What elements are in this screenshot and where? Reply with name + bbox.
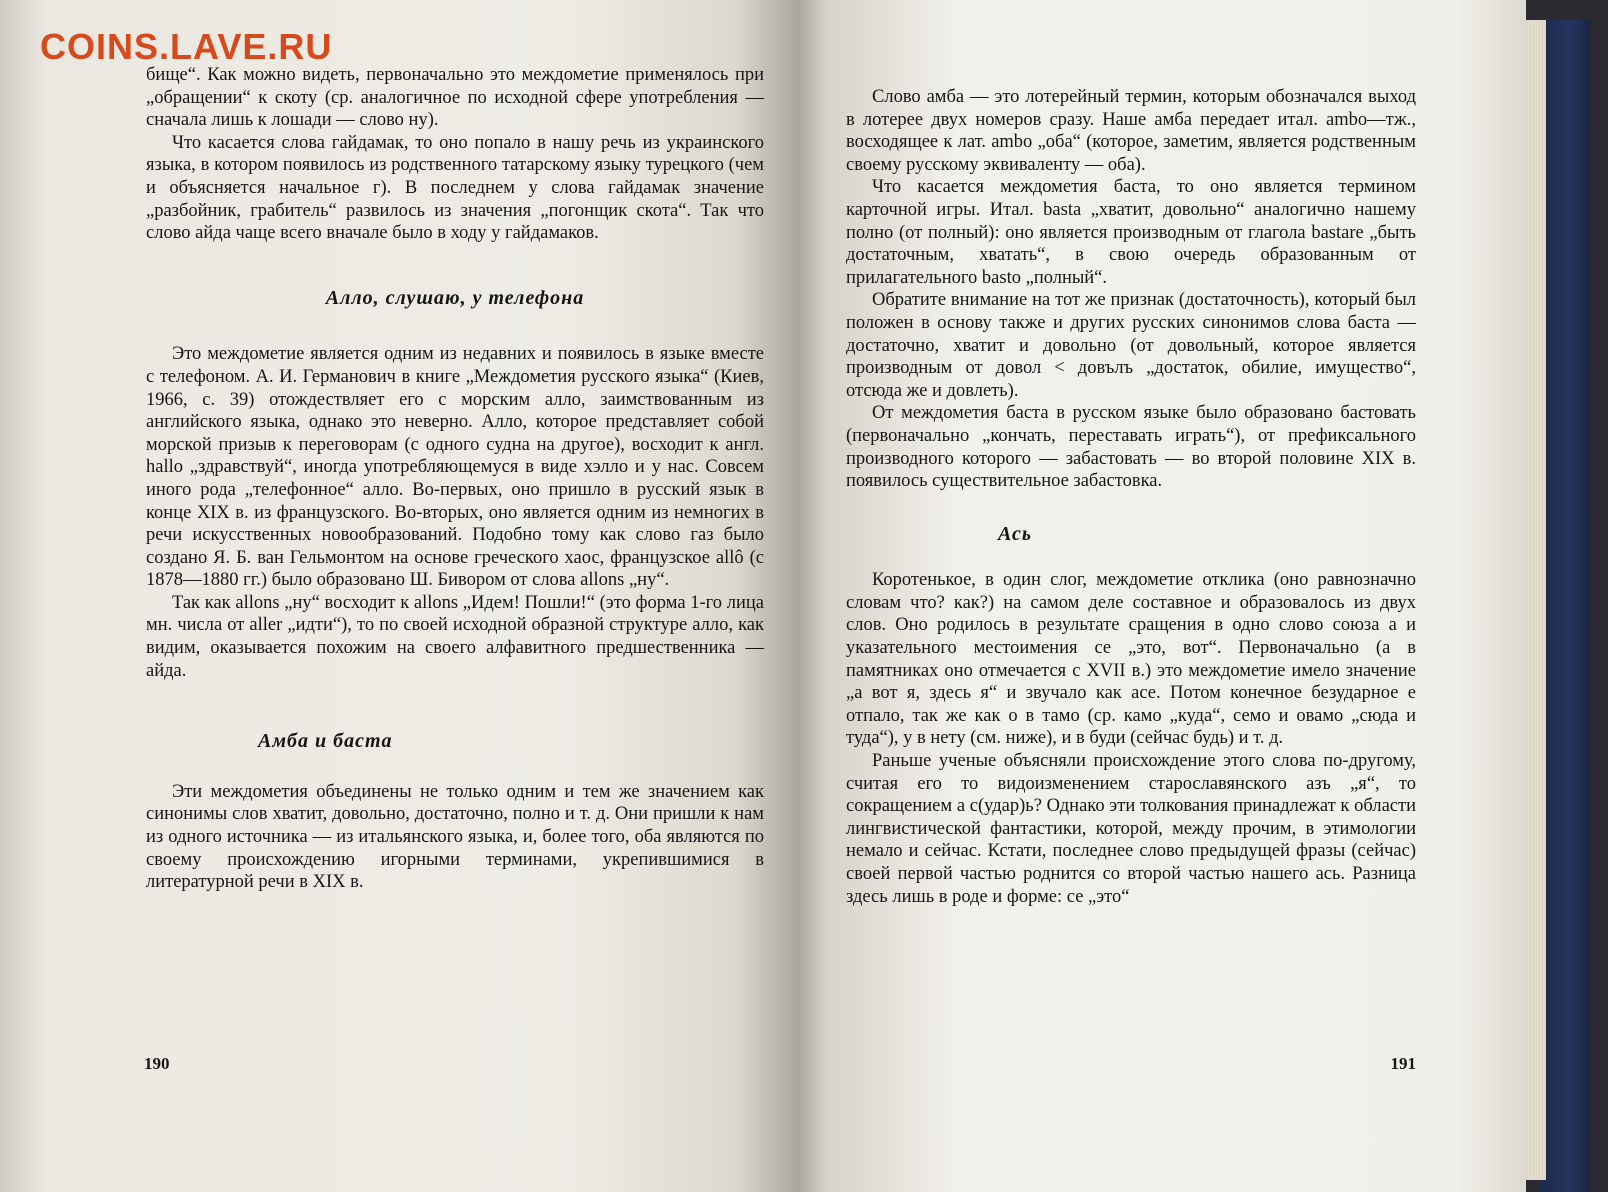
paragraph: Коротенькое, в один слог, междометие отклика (оно равнозначно словам что? как?) на самом деле составное и образовалось из двух слов. Оно родилось в результате сращения в одно слово союза а и указательного местоимения се „это, вот“. Первоначально (а в памятниках оно отмечается с XVII в.) это междометие имело значение „а вот я, здесь я“ и звучало как асе. Потом конечное безударное е отпало, так же как о в тамо (ср. камо „куда“, семо и овамо „сюда и туда“), у в нету (см. ниже), и в буди (сейчас будь) и т. д.: [846, 570, 1416, 749]
book-cover-edge: [1540, 20, 1590, 1192]
left-page-text: [146, 64, 764, 894]
paragraph: Так как allons „ну“ восходит к allons „Идем! Пошли!“ (это форма 1-го лица мн. числа от aller „идти“), то по своей исходной образной структуре алло, как видим, оказывается похожим на своего алфавитного предшественника — айда.: [146, 592, 764, 681]
left-page: [0, 0, 800, 1192]
paragraph: бище“. Как можно видеть, первоначально это междометие применялось при „обращении“ к скоту (ср. аналогичное по исходной сфере употребления — сначала лишь к лошади — слово ну).: [146, 65, 764, 131]
right-page: [798, 0, 1526, 1192]
section-heading-allo: Алло, слушаю, у телефона: [325, 286, 585, 309]
paragraph: Обратите внимание на тот же признак (достаточность), который был положен в основу также и других русских синонимов слова баста — достаточно, хватит и довольно (от довольный, которое является производным от довол < довълъ „достаток, обилие, имущество“, отсюда же и довлеть).: [846, 290, 1416, 401]
page-number: 190: [144, 1054, 170, 1074]
section-heading-amba: Амба и баста: [258, 730, 393, 753]
paragraph: Это междометие является одним из недавних и появилось в языке вместе с телефоном. А. И. Германович в книге „Междометия русского языка“ (Киев, 1966, с. 39) отождествляет его с морским алло, заимствованным из английского языка, однако это неверно. Алло, которое представляет собой морской призыв к переговорам (с одного судна на другое), восходит к англ. hallo „здравствуй“, иногда употребляющемуся в виде хэлло и у нас. Совсем иного рода „телефонное“ алло. Во-первых, оно пришло в русский язык в конце XIX в. из французского. Во-вторых, оно является одним из немногих в речи искусственных новообразований. Подобно тому как слово газ было создано Я. Б. ван Гельмонтом на основе греческого хаос, французское allô (с 1878—1880 гг.) было образовано Ш. Бивором от слова allons „ну“.: [146, 344, 764, 591]
watermark: COINS.LAVE.RU: [40, 26, 333, 67]
paragraph: Эти междометия объединены не только одним и тем же значением как синонимы слов хватит, довольно, достаточно, полно и т. д. Они пришли к нам из одного источника — из итальянского языка, и, более того, оба являются по своему происхождению игорными терминами, укрепившимися в литературной речи в XIX в.: [146, 781, 764, 893]
paragraph: Слово амба — это лотерейный термин, которым обозначался выход в лотерее двух номеров сразу. Наше амба передает итал. ambo—тж., восходящее к лат. ambo „оба“ (которое, заметим, является родственным своему русскому эквиваленту — оба).: [846, 87, 1416, 175]
paragraph: Что касается междометия баста, то оно является термином карточной игры. Итал. basta „хватит, довольно“ аналогично нашему полно (от полный): оно является производным от глагола bastare „быть достаточным, хватать“, в свою очередь образованным от прилагательного basto „полный“.: [846, 177, 1416, 288]
section-heading-as: Ась: [998, 522, 1033, 545]
right-page-text: [846, 86, 1416, 908]
paragraph: От междометия баста в русском языке было образовано бастовать (первоначально „кончать, переставать играть“), от префиксального производного которого — забастовать — во второй половине XIX в. появилось существительное забастовка.: [846, 403, 1416, 492]
page-number: 191: [1390, 1054, 1416, 1074]
paragraph: Раньше ученые объясняли происхождение этого слова по-другому, считая его то видоизменением старославянского азъ „я“, то сокращением а с(удар)ь? Однако эти толкования принадлежат к области лингвистической фантастики, которой, между прочим, в этимологии немало и сейчас. Кстати, последнее слово предыдущей фразы (сейчас) своей первой частью роднится со второй частью нашего ась. Разница здесь лишь в роде и форме: се „это“: [846, 751, 1416, 907]
paragraph: Что касается слова гайдамак, то оно попало в нашу речь из украинского языка, в котором появилось из родственного татарскому языку турецкого (чем и объясняется начальное г). В последнем у слова гайдамак значение „разбойник, грабитель“ развилось из значения „погонщик скота“. Так что слово айда чаще всего вначале было в ходу у гайдамаков.: [146, 132, 764, 244]
